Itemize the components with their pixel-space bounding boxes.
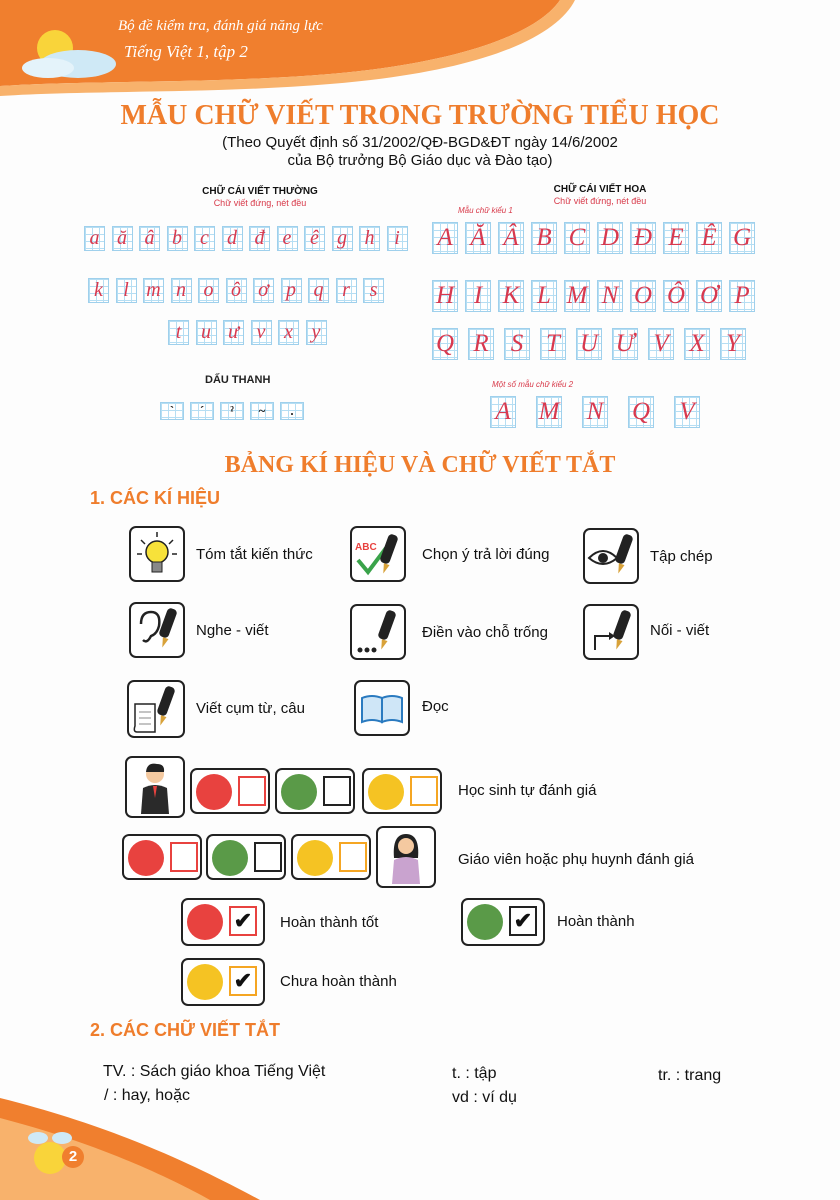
- scroll-pen-icon: [127, 680, 185, 738]
- label-student-assessment: Học sinh tự đánh giá: [458, 782, 597, 799]
- uppercase-letter: M: [536, 396, 562, 428]
- connect-arrow-icon: [583, 604, 639, 660]
- uppercase-letter: S: [504, 328, 530, 360]
- tone-mark: ~: [250, 402, 274, 420]
- student-green-face-box: [275, 768, 355, 814]
- green-empty-square: [323, 776, 351, 806]
- uppercase-letter: Ư: [612, 328, 638, 360]
- tones-heading: DẤU THANH: [205, 374, 271, 386]
- label-read: Đọc: [422, 698, 449, 715]
- uppercase-letter: D: [597, 222, 623, 254]
- check-icon: ✔: [229, 906, 257, 936]
- uppercase-letter: Ơ: [696, 280, 722, 312]
- lowercase-note: Chữ viết đứng, nét đều: [213, 198, 307, 208]
- lowercase-letter: g: [332, 226, 353, 251]
- red-face-icon: [187, 904, 223, 940]
- teacher-red-face-box: [122, 834, 202, 880]
- uppercase-letter: Ê: [696, 222, 722, 254]
- lowercase-letter: x: [278, 320, 299, 345]
- eye-icon: [583, 528, 639, 584]
- red-face-icon: [128, 840, 164, 876]
- tone-mark: ˀ: [220, 402, 244, 420]
- lowercase-letter: â: [139, 226, 160, 251]
- uppercase-letter: O: [630, 280, 656, 312]
- green-face-icon: [281, 774, 317, 810]
- symbols-title: BẢNG KÍ HIỆU VÀ CHỮ VIẾT TẮT: [224, 452, 616, 478]
- uppercase-letter: Ă: [465, 222, 491, 254]
- red-empty-square: [238, 776, 266, 806]
- lowercase-letter: q: [308, 278, 329, 303]
- uppercase-letter: I: [465, 280, 491, 312]
- page-number: 2: [62, 1146, 84, 1168]
- book-icon: [354, 680, 410, 736]
- lowercase-letter: d: [222, 226, 243, 251]
- result-done-box: [461, 898, 545, 946]
- check-icon: ✔: [229, 966, 257, 996]
- teacher-green-face-box: [206, 834, 286, 880]
- uppercase-letter: E: [663, 222, 689, 254]
- style-1-label: Mẫu chữ kiểu 1: [458, 206, 513, 215]
- lowercase-letter: ư: [223, 320, 244, 345]
- uppercase-letter: N: [597, 280, 623, 312]
- uppercase-letter: T: [540, 328, 566, 360]
- teacher-yellow-face-box: [291, 834, 371, 880]
- lowercase-letter: u: [196, 320, 217, 345]
- fill-blank-icon: [350, 604, 406, 660]
- uppercase-letter: Q: [628, 396, 654, 428]
- teacher-avatar: [376, 826, 436, 888]
- lowercase-letter: a: [84, 226, 105, 251]
- uppercase-letter: U: [576, 328, 602, 360]
- label-copy: Tập chép: [650, 548, 713, 565]
- label-summary: Tóm tắt kiến thức: [196, 546, 313, 563]
- footer-wave: [0, 1098, 840, 1200]
- subtitle-line-1: (Theo Quyết định số 31/2002/QĐ-BGD&ĐT ngày 14/6/2002: [222, 134, 618, 151]
- uppercase-letter: Â: [498, 222, 524, 254]
- section-1-heading: 1. CÁC KÍ HIỆU: [90, 488, 221, 508]
- style-2-label: Một số mẫu chữ kiểu 2: [492, 380, 574, 389]
- uppercase-letter: G: [729, 222, 755, 254]
- uppercase-letter: L: [531, 280, 557, 312]
- yellow-face-icon: [297, 840, 333, 876]
- uppercase-letter: A: [432, 222, 458, 254]
- header-series: Bộ đề kiểm tra, đánh giá năng lực: [118, 18, 323, 34]
- choose-answer-icon: [350, 526, 406, 582]
- label-fill: Điền vào chỗ trống: [422, 624, 548, 641]
- lowercase-letter: o: [198, 278, 219, 303]
- uppercase-letter: K: [498, 280, 524, 312]
- section-2-heading: 2. CÁC CHỮ VIẾT TẮT: [90, 1020, 280, 1040]
- lowercase-letter: e: [277, 226, 298, 251]
- uppercase-letter: N: [582, 396, 608, 428]
- uppercase-letter: C: [564, 222, 590, 254]
- lowercase-letter: ă: [112, 226, 133, 251]
- lowercase-letter: r: [336, 278, 357, 303]
- subtitle-line-2: của Bộ trưởng Bộ Giáo dục và Đào tạo): [287, 152, 553, 169]
- uppercase-letter: X: [684, 328, 710, 360]
- student-yellow-face-box: [362, 768, 442, 814]
- uppercase-note: Chữ viết đứng, nét đều: [553, 196, 647, 206]
- abbr-or: / : hay, hoặc: [104, 1087, 190, 1104]
- uppercase-heading: CHỮ CÁI VIẾT HOA: [553, 184, 647, 195]
- label-phrase: Viết cụm từ, câu: [196, 700, 305, 717]
- lowercase-letter: đ: [249, 226, 270, 251]
- lowercase-letter: ơ: [253, 278, 274, 303]
- lowercase-letter: t: [168, 320, 189, 345]
- yellow-empty-square: [339, 842, 367, 872]
- lowercase-heading: CHỮ CÁI VIẾT THƯỜNG: [202, 186, 318, 197]
- green-face-icon: [467, 904, 503, 940]
- ear-icon: [129, 602, 185, 658]
- student-red-face-box: [190, 768, 270, 814]
- uppercase-letter: A: [490, 396, 516, 428]
- uppercase-letter: V: [648, 328, 674, 360]
- page-title: MẪU CHỮ VIẾT TRONG TRƯỜNG TIỂU HỌC: [120, 100, 720, 131]
- yellow-empty-square: [410, 776, 438, 806]
- abbr-vd: vd : ví dụ: [452, 1089, 517, 1106]
- lowercase-letter: n: [171, 278, 192, 303]
- lightbulb-icon: [129, 526, 185, 582]
- uppercase-letter: Ô: [663, 280, 689, 312]
- green-empty-square: [254, 842, 282, 872]
- tone-mark: ˊ: [190, 402, 214, 420]
- lowercase-letter: k: [88, 278, 109, 303]
- yellow-face-icon: [187, 964, 223, 1000]
- uppercase-letter: Đ: [630, 222, 656, 254]
- lowercase-letter: p: [281, 278, 302, 303]
- lowercase-letter: ê: [304, 226, 325, 251]
- check-icon: ✔: [509, 906, 537, 936]
- uppercase-letter: R: [468, 328, 494, 360]
- label-not-done: Chưa hoàn thành: [280, 973, 397, 990]
- header-book: Tiếng Việt 1, tập 2: [124, 42, 248, 61]
- uppercase-letter: P: [729, 280, 755, 312]
- lowercase-letter: b: [167, 226, 188, 251]
- student-avatar: [125, 756, 185, 818]
- abbr-t: t. : tập: [452, 1065, 497, 1082]
- result-notdone-box: [181, 958, 265, 1006]
- label-connect: Nối - viết: [650, 622, 710, 639]
- label-listen: Nghe - viết: [196, 622, 269, 639]
- uppercase-letter: M: [564, 280, 590, 312]
- abc-text: ABC: [355, 542, 377, 553]
- lowercase-letter: h: [359, 226, 380, 251]
- tone-mark: .: [280, 402, 304, 420]
- tone-mark: `: [160, 402, 184, 420]
- red-empty-square: [170, 842, 198, 872]
- abbr-tv: TV. : Sách giáo khoa Tiếng Việt: [103, 1063, 326, 1080]
- uppercase-letter: Y: [720, 328, 746, 360]
- abbr-tr: tr. : trang: [658, 1067, 722, 1084]
- lowercase-letter: i: [387, 226, 408, 251]
- uppercase-letter: B: [531, 222, 557, 254]
- lowercase-letter: l: [116, 278, 137, 303]
- uppercase-letter: H: [432, 280, 458, 312]
- green-face-icon: [212, 840, 248, 876]
- lowercase-letter: y: [306, 320, 327, 345]
- lowercase-letter: c: [194, 226, 215, 251]
- label-done: Hoàn thành: [557, 913, 635, 930]
- lowercase-letter: m: [143, 278, 164, 303]
- lowercase-letter: ô: [226, 278, 247, 303]
- label-teacher-assessment: Giáo viên hoặc phụ huynh đánh giá: [458, 851, 695, 868]
- result-good-box: [181, 898, 265, 946]
- uppercase-letter: Q: [432, 328, 458, 360]
- label-choose: Chọn ý trả lời đúng: [422, 546, 550, 563]
- yellow-face-icon: [368, 774, 404, 810]
- label-done-well: Hoàn thành tốt: [280, 914, 379, 931]
- uppercase-letter: V: [674, 396, 700, 428]
- red-face-icon: [196, 774, 232, 810]
- lowercase-letter: s: [363, 278, 384, 303]
- lowercase-letter: v: [251, 320, 272, 345]
